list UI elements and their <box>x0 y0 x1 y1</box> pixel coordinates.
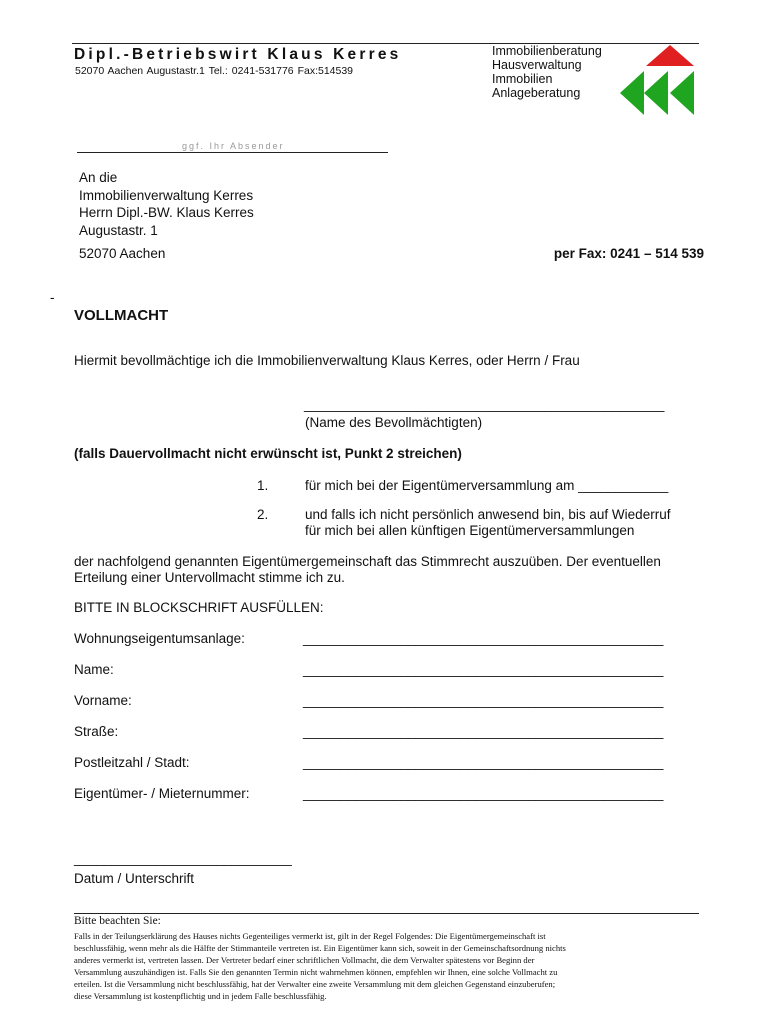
item-text-line: für mich bei allen künftigen Eigentümerversammlungen <box>305 522 635 538</box>
body-line: der nachfolgend genannten Eigentümergemeinschaft das Stimmrecht auszuüben. Der eventuellen <box>74 554 661 569</box>
sender-line <box>77 152 388 153</box>
recipient-address <box>79 169 254 239</box>
intro-text: Hiermit bevollmächtige ich die Immobilienverwaltung Klaus Kerres, oder Herrn / Frau <box>74 353 580 368</box>
item-number: 1. <box>257 478 269 493</box>
service-item: Immobilienberatung <box>492 44 602 58</box>
item-text: für mich bei der Eigentümerversammlung am ____________ <box>305 478 669 493</box>
field-label: Name: <box>74 662 114 677</box>
representative-name-line[interactable]: ________________________________________________ <box>304 397 665 412</box>
document-title: VOLLMACHT <box>74 307 169 324</box>
logo-red-triangle <box>646 45 694 66</box>
field-input-line[interactable]: ________________________________________________ <box>303 662 664 677</box>
recipient-line: Herrn Dipl.-BW. Klaus Kerres <box>79 205 254 220</box>
field-label: Postleitzahl / Stadt: <box>74 755 190 770</box>
field-input-line[interactable]: ________________________________________________ <box>303 631 664 646</box>
item-text <box>305 507 670 538</box>
field-input-line[interactable]: ________________________________________________ <box>303 693 664 708</box>
footer-line: erteilen. Ist die Versammlung nicht beschlussfähig, hat der Verwalter eine zweite Versammlung mit dem gleichen Gegenstand einzuberufen; <box>74 979 556 990</box>
item-text-line: und falls ich nicht persönlich anwesend bin, bis auf Wiederruf <box>305 507 671 522</box>
signature-label: Datum / Unterschrift <box>74 871 195 886</box>
company-name: Dipl.-Betriebswirt Klaus Kerres <box>74 46 402 63</box>
field-label: Wohnungseigentumsanlage: <box>74 631 245 646</box>
signature-line[interactable]: _____________________________ <box>74 851 292 866</box>
services-list <box>492 44 602 100</box>
block-letters-note: BITTE IN BLOCKSCHRIFT AUSFÜLLEN: <box>74 600 324 615</box>
service-item: Hausverwaltung <box>492 58 582 72</box>
company-address: 52070 Aachen Augustastr.1 Tel.: 0241-531776 Fax:514539 <box>75 65 354 77</box>
field-label: Vorname: <box>74 693 132 708</box>
company-logo <box>618 44 698 118</box>
field-label: Straße: <box>74 724 119 739</box>
footer-text <box>74 930 566 1003</box>
dash-mark: - <box>50 290 55 305</box>
field-input-line[interactable]: ________________________________________________ <box>303 786 664 801</box>
recipient-line: Immobilienverwaltung Kerres <box>79 187 254 203</box>
footer-line: beschlussfähig, wenn mehr als die Hälfte der Stimmanteile vertreten ist. Ein Eigentümer kann sich, soweit in der Gemeinschaftsordnung nichts <box>74 943 566 954</box>
body-paragraph <box>74 554 661 585</box>
recipient-line: An die <box>79 170 118 185</box>
field-input-line[interactable]: ________________________________________________ <box>303 755 664 770</box>
footer-line: Falls in der Teilungserklärung des Hauses nichts Gegenteiliges vermerkt ist, gilt in der Regel Folgendes: Die Eigentümergemeinschaft ist <box>74 931 546 941</box>
service-item: Immobilien <box>492 72 553 86</box>
header-rule <box>72 43 699 44</box>
sender-placeholder: ggf. Ihr Absender <box>182 141 285 151</box>
recipient-line: Augustastr. 1 <box>79 222 158 238</box>
footer-line: diese Versammlung ist kostenpflichtig und in jedem Falle beschlussfähig. <box>74 991 327 1002</box>
representative-name-caption: (Name des Bevollmächtigten) <box>305 415 483 430</box>
logo-green-arrow-3 <box>670 71 694 115</box>
footer-line: anderes vermerkt ist, vertreten lassen. Der Vertreter bedarf einer schriftlichen Vollmacht, die dem Verwalter spätestens vor Beginn der <box>74 955 535 966</box>
field-label: Eigentümer- / Mieternummer: <box>74 786 250 801</box>
recipient-city: 52070 Aachen <box>79 246 166 261</box>
logo-green-arrow-1 <box>620 71 644 115</box>
field-input-line[interactable]: ________________________________________________ <box>303 724 664 739</box>
service-item: Anlageberatung <box>492 86 581 100</box>
body-line: Erteilung einer Untervollmacht stimme ich zu. <box>74 569 345 585</box>
footer-rule <box>74 913 699 914</box>
footer-line: Versammlung auszuhändigen ist. Falls Sie den genannten Termin nicht wahrnehmen können, empfehlen wir Ihnen, eine solche Vollmacht zu <box>74 967 558 978</box>
footer-heading: Bitte beachten Sie: <box>74 915 161 927</box>
item-number: 2. <box>257 507 269 522</box>
note-text: (falls Dauervollmacht nicht erwünscht ist, Punkt 2 streichen) <box>74 446 462 461</box>
logo-green-arrow-2 <box>644 71 668 115</box>
fax-number: per Fax: 0241 – 514 539 <box>553 246 704 261</box>
